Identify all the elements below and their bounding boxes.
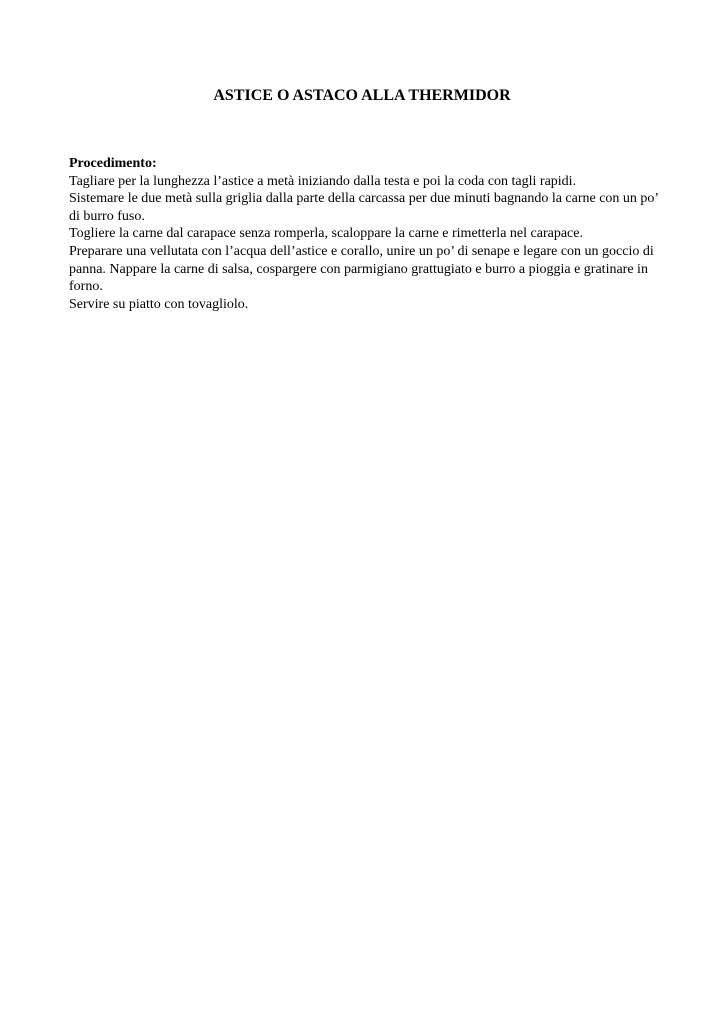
paragraph-step-2: Sistemare le due metà sulla griglia dalla parte della carcassa per due minuti bagnando la carne con un po’ di burro fuso.	[69, 191, 659, 224]
section-heading: Procedimento:	[69, 156, 157, 171]
paragraph-step-4: Preparare una vellutata con l’acqua dell’astice e corallo, unire un po’ di senape e legare con un goccio di panna. Nappare la carne di salsa, cospargere con parmigiano grattugiato e burro a pioggia e gratinare in forno.	[69, 243, 654, 295]
recipe-body	[69, 155, 659, 313]
paragraph-step-5: Servire su piatto con tovagliolo.	[69, 296, 249, 312]
paragraph-step-1: Tagliare per la lunghezza l’astice a metà iniziando dalla testa e poi la coda con tagli rapidi.	[69, 173, 577, 189]
paragraph-step-3: Togliere la carne dal carapace senza romperla, scaloppare la carne e rimetterla nel carapace.	[69, 226, 583, 242]
recipe-title: ASTICE O ASTACO ALLA THERMIDOR	[213, 87, 511, 104]
